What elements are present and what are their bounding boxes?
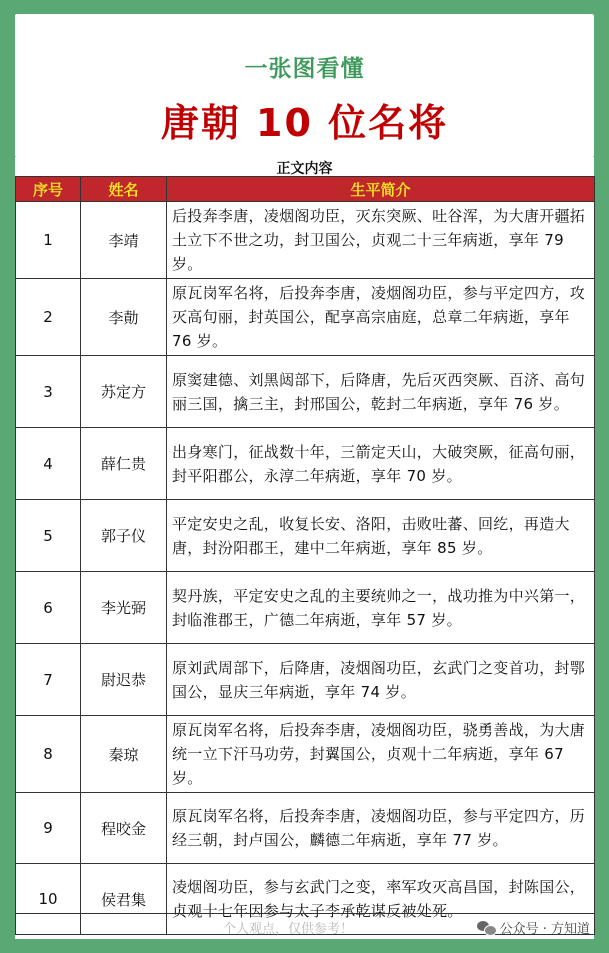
table-row bbox=[16, 279, 595, 356]
row-name: 李勣 bbox=[81, 279, 167, 356]
section-label: 正文内容 bbox=[276, 161, 333, 177]
disclaimer-text: 个人观点，仅供参考！ bbox=[223, 922, 354, 937]
row-bio: 出身寒门，征战数十年，三箭定天山，大破突厥，征高句丽，封平阳郡公，永淳二年病逝，享年 70 岁。 bbox=[167, 428, 595, 500]
table-row bbox=[16, 716, 595, 793]
table-row bbox=[16, 428, 595, 500]
row-name: 程咬金 bbox=[81, 793, 167, 864]
column-header-number: 序号 bbox=[16, 177, 81, 202]
table-header-row bbox=[16, 177, 595, 202]
row-number: 1 bbox=[16, 202, 81, 279]
row-bio: 原刘武周部下，后降唐，凌烟阁功臣，玄武门之变首功，封鄂国公，显庆三年病逝，享年 74 岁。 bbox=[167, 644, 595, 716]
row-bio: 平定安史之乱，收复长安、洛阳，击败吐蕃、回纥，再造大唐，封汾阳郡王，建中二年病逝，享年 85 岁。 bbox=[167, 500, 595, 572]
table-row bbox=[16, 644, 595, 716]
table-row bbox=[16, 356, 595, 428]
row-name: 郭子仪 bbox=[81, 500, 167, 572]
row-number: 4 bbox=[16, 428, 81, 500]
row-number: 7 bbox=[16, 644, 81, 716]
column-header-name: 姓名 bbox=[81, 177, 167, 202]
row-number: 2 bbox=[16, 279, 81, 356]
row-bio: 原窦建德、刘黑闼部下，后降唐，先后灭西突厥、百济、高句丽三国，擒三主，封邢国公，乾封二年病逝，享年 76 岁。 bbox=[167, 356, 595, 428]
row-name: 侯君集 bbox=[81, 864, 167, 935]
content-panel bbox=[15, 157, 594, 939]
wechat-icon bbox=[477, 921, 495, 935]
table-row bbox=[16, 500, 595, 572]
row-number: 10 bbox=[16, 864, 81, 935]
row-name: 苏定方 bbox=[81, 356, 167, 428]
row-number: 8 bbox=[16, 716, 81, 793]
footer bbox=[15, 913, 594, 940]
row-number: 9 bbox=[16, 793, 81, 864]
account-name: 公众号 · 方知道 bbox=[499, 922, 590, 937]
row-name: 薛仁贵 bbox=[81, 428, 167, 500]
row-bio: 原瓦岗军名将，后投奔李唐，凌烟阁功臣，参与平定四方，历经三朝，封卢国公，麟德二年病逝，享年 77 岁。 bbox=[167, 793, 595, 864]
table-row bbox=[16, 202, 595, 279]
page-title: 唐朝 10 位名将 bbox=[160, 101, 449, 145]
row-name: 李光弼 bbox=[81, 572, 167, 644]
row-name: 秦琼 bbox=[81, 716, 167, 793]
row-bio: 契丹族，平定安史之乱的主要统帅之一，战功推为中兴第一，封临淮郡王，广德二年病逝，享年 57 岁。 bbox=[167, 572, 595, 644]
row-name: 李靖 bbox=[81, 202, 167, 279]
row-number: 6 bbox=[16, 572, 81, 644]
row-bio: 凌烟阁功臣，参与玄武门之变，率军攻灭高昌国，封陈国公，贞观十七年因参与太子李承乾谋反被处死。 bbox=[167, 864, 595, 935]
row-number: 5 bbox=[16, 500, 81, 572]
table-row bbox=[16, 572, 595, 644]
column-header-bio: 生平简介 bbox=[167, 177, 595, 202]
header-card bbox=[15, 14, 594, 157]
row-number: 3 bbox=[16, 356, 81, 428]
row-bio: 原瓦岗军名将，后投奔李唐，凌烟阁功臣，参与平定四方，攻灭高句丽，封英国公，配享高宗庙庭，总章二年病逝，享年 76 岁。 bbox=[167, 279, 595, 356]
table-row bbox=[16, 793, 595, 864]
row-bio: 原瓦岗军名将，后投奔李唐，凌烟阁功臣，骁勇善战，为大唐统一立下汗马功劳，封翼国公，贞观十二年病逝，享年 67 岁。 bbox=[167, 716, 595, 793]
account-label bbox=[477, 918, 590, 937]
generals-table bbox=[15, 176, 595, 935]
subtitle: 一张图看懂 bbox=[244, 56, 365, 82]
row-bio: 后投奔李唐，凌烟阁功臣，灭东突厥、吐谷浑，为大唐开疆拓土立下不世之功，封卫国公，贞观二十三年病逝，享年 79 岁。 bbox=[167, 202, 595, 279]
row-name: 尉迟恭 bbox=[81, 644, 167, 716]
